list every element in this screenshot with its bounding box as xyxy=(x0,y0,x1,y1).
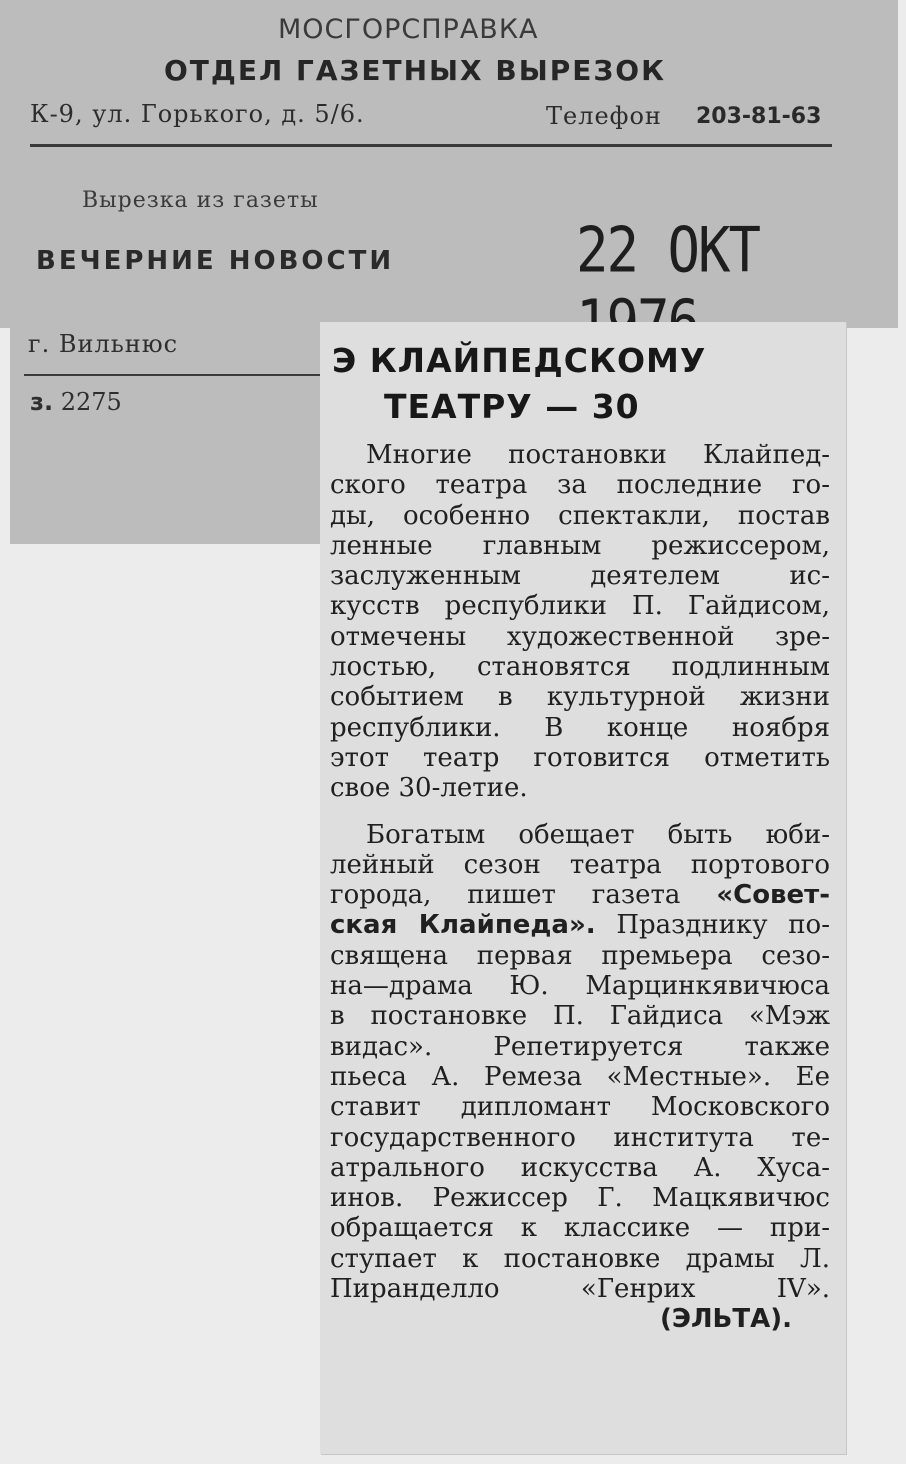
text-line: государственного института те- xyxy=(330,1122,830,1153)
text-run: Празднику по- xyxy=(595,910,830,941)
headline-line-2: ТЕАТРУ — 30 xyxy=(384,387,640,426)
order-number xyxy=(30,388,122,416)
text-line: кусств республики П. Гайдисом, xyxy=(330,591,830,622)
text-line: лостью, становятся подлинным xyxy=(330,652,830,683)
phone-number: 203-81-63 xyxy=(696,104,822,129)
text-line: видас». Репетируется также xyxy=(330,1031,830,1062)
text-line: ленные главным режиссером, xyxy=(330,530,830,561)
text-line: на—драма Ю. Марцинкявичюса xyxy=(330,971,830,1002)
text-line: заслуженным деятелем ис- xyxy=(330,561,830,592)
agency-slip-lower xyxy=(10,328,328,544)
text-run: города, пишет газета xyxy=(330,880,717,911)
newspaper-title: ВЕЧЕРНИЕ НОВОСТИ xyxy=(36,246,395,276)
phone-label: Телефон xyxy=(546,102,662,130)
order-prefix: з. xyxy=(30,388,54,416)
newspaper-clipping xyxy=(320,322,846,1454)
newspaper-name-bold: «Совет- xyxy=(716,880,830,911)
text-line: лейный сезон театра портового xyxy=(330,849,830,880)
city-divider xyxy=(24,374,328,376)
clipping-source-label: Вырезка из газеты xyxy=(82,188,319,213)
text-line: ступает к постановке драмы Л. xyxy=(330,1243,830,1274)
text-line: Многие постановки Клайпед- xyxy=(366,440,830,470)
article-headline xyxy=(332,338,706,430)
order-value: 2275 xyxy=(60,388,122,416)
text-line: отмечены художественной зре- xyxy=(330,621,830,652)
text-line: обращается к классике — при- xyxy=(330,1213,830,1244)
date-stamp: 22 ОКТ xyxy=(576,214,760,287)
text-line: пьеса А. Ремеза «Местные». Ее xyxy=(330,1061,830,1092)
text-line: атрального искусства А. Хуса- xyxy=(330,1152,830,1183)
text-line xyxy=(330,880,830,910)
text-line: инов. Режиссер Г. Мацкявичюс xyxy=(330,1183,830,1214)
headline-line-1: Э КЛАЙПЕДСКОМУ xyxy=(332,341,707,380)
text-line xyxy=(330,910,830,940)
text-line: Богатым обещает быть юби- xyxy=(366,819,830,850)
text-line: ставит дипломант Московского xyxy=(330,1092,830,1123)
newspaper-city: г. Вильнюс xyxy=(28,330,179,358)
agency-address: К-9, ул. Горького, д. 5/6. xyxy=(30,100,365,128)
text-line: священа первая премьера сезо- xyxy=(330,940,830,971)
text-line: республики. В конце ноября xyxy=(330,712,830,743)
article-signature: (ЭЛЬТА). xyxy=(660,1304,792,1335)
text-line: этот театр готовится отметить xyxy=(330,742,830,773)
paragraph-1 xyxy=(330,440,830,804)
text-line: ского театра за последние го- xyxy=(330,470,830,501)
agency-name: МОСГОРСПРАВКА xyxy=(278,14,539,45)
text-line: свое 30-летие. xyxy=(330,773,528,804)
newspaper-name-bold: ская Клайпеда». xyxy=(330,910,596,941)
department-name: ОТДЕЛ ГАЗЕТНЫХ ВЫРЕЗОК xyxy=(164,54,666,87)
text-line: в постановке П. Гайдиса «Мэж xyxy=(330,1001,830,1032)
text-line: событием в культурной жизни xyxy=(330,682,830,713)
text-line: Пиранделло «Генрих IV». xyxy=(330,1274,830,1305)
agency-slip xyxy=(0,0,898,328)
article-body xyxy=(330,440,830,1335)
paragraph-2 xyxy=(330,820,830,1335)
header-divider xyxy=(30,144,832,147)
text-line: ды, особенно спектакли, постав xyxy=(330,500,830,531)
